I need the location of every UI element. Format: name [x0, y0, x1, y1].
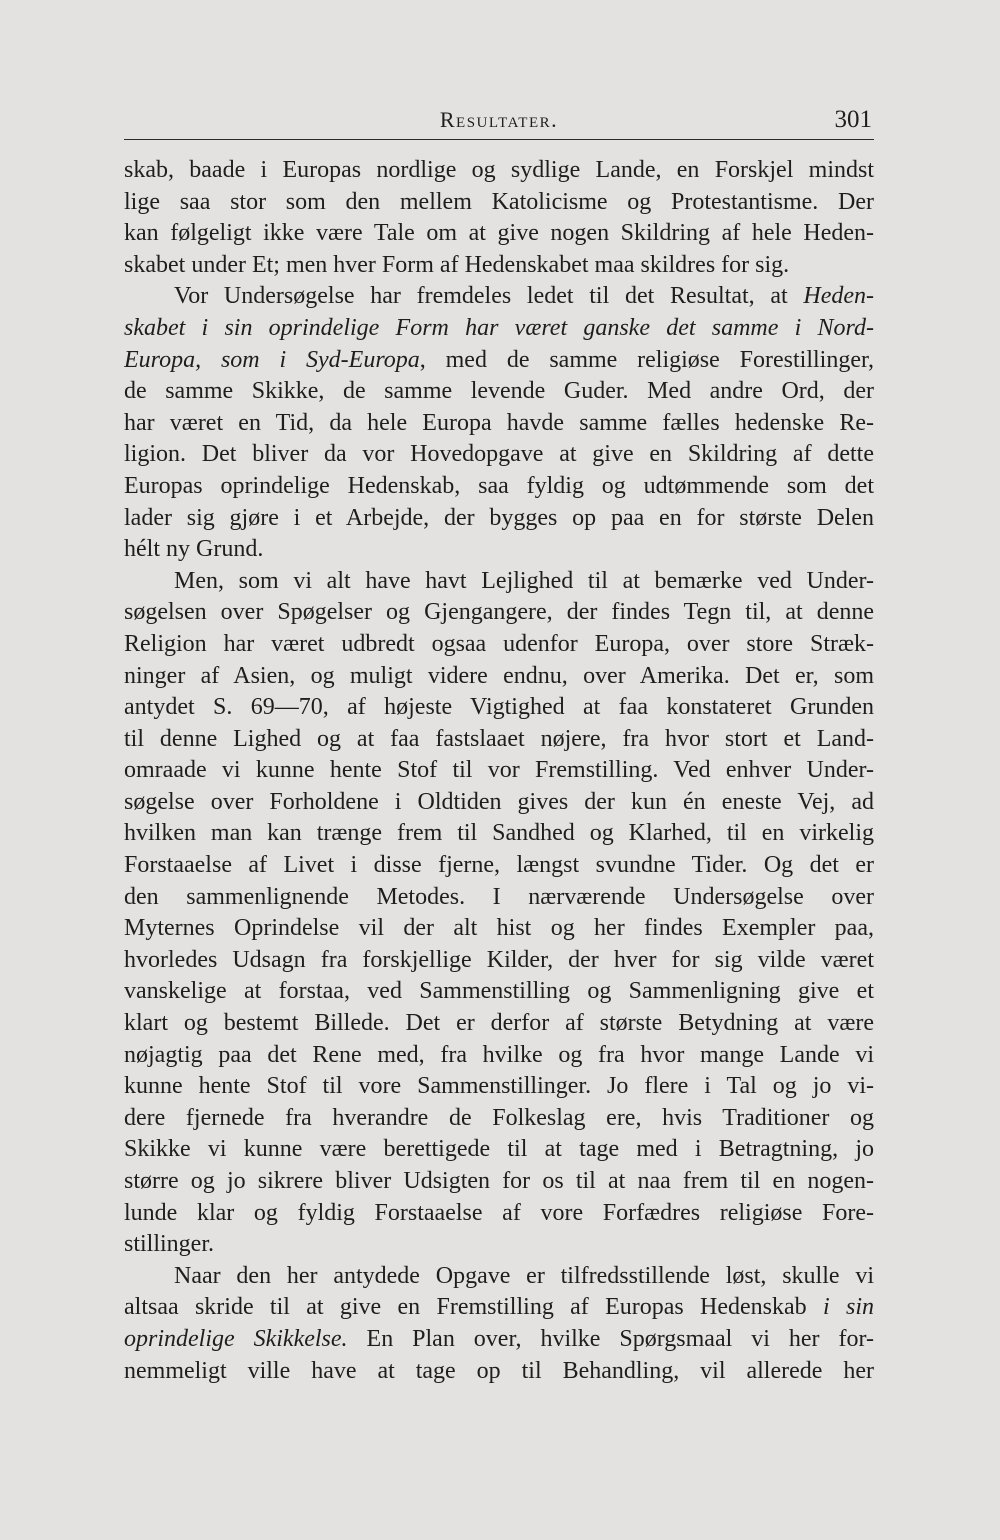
italic-run: Heden-	[803, 283, 874, 310]
text-line	[124, 471, 874, 503]
text-run: lader sig gjøre i et Arbejde, der bygges op paa en for største Delen	[124, 504, 874, 531]
text-run: søgelse over Forholdene i Oldtiden gives der kun én eneste Vej, ad	[124, 788, 874, 815]
text-line	[124, 692, 874, 724]
text-line	[124, 850, 874, 882]
page-number: 301	[834, 106, 872, 133]
text-line	[124, 818, 874, 850]
text-run: hvorledes Udsagn fra forskjellige Kilder, der hver for sig vilde været	[124, 946, 874, 973]
text-run: Myternes Oprindelse vil der alt hist og her findes Exempler paa,	[124, 915, 874, 942]
text-run: altsaa skride til at give en Fremstilling af Europas Hedenskab	[124, 1294, 823, 1321]
text-line	[124, 1008, 874, 1040]
text-line	[124, 218, 874, 250]
text-line	[124, 1261, 874, 1293]
text-run: Religion har været udbredt ogsaa udenfor Europa, over store Stræk-	[124, 630, 874, 657]
text-line	[124, 534, 874, 566]
text-run: Skikke vi kunne være berettigede til at tage med i Betragtning, jo	[124, 1136, 874, 1163]
text-line	[124, 155, 874, 187]
text-line	[124, 345, 874, 377]
text-line	[124, 976, 874, 1008]
running-head: Resultater.	[439, 107, 559, 132]
paragraph	[124, 155, 874, 281]
text-run: Men, som vi alt have havt Lejlighed til at bemærke ved Under-	[174, 567, 874, 594]
page-header	[124, 103, 874, 140]
text-line	[124, 787, 874, 819]
text-run: søgelsen over Spøgelser og Gjengangere, der findes Tegn til, at denne	[124, 599, 874, 626]
text-run: Naar den her antydede Opgave er tilfredsstillende løst, skulle vi	[174, 1262, 874, 1289]
italic-run: skabet i sin oprindelige Form har været ganske det samme i Nord-	[124, 314, 874, 341]
text-run: hvilken man kan trænge frem til Sandhed og Klarhed, til en virkelig	[124, 820, 874, 847]
text-run: Forstaaelse af Livet i disse fjerne, længst svundne Tider. Og det er	[124, 852, 874, 879]
text-run: En Plan over, hvilke Spørgsmaal vi her for-	[347, 1325, 874, 1352]
text-line	[124, 597, 874, 629]
text-run: ninger af Asien, og muligt videre endnu, over Amerika. Det er, som	[124, 662, 874, 689]
text-run: kunne hente Stof til vore Sammenstillinger. Jo flere i Tal og jo vi-	[124, 1073, 874, 1100]
text-line	[124, 1134, 874, 1166]
text-line	[124, 187, 874, 219]
text-line	[124, 755, 874, 787]
body-text	[124, 155, 874, 1387]
text-line	[124, 882, 874, 914]
text-line	[124, 629, 874, 661]
text-line	[124, 1071, 874, 1103]
text-line	[124, 566, 874, 598]
text-line	[124, 661, 874, 693]
text-run: Europas oprindelige Hedenskab, saa fyldig og udtømmende som det	[124, 472, 874, 499]
text-run: hélt ny Grund.	[124, 536, 264, 563]
text-line	[124, 1103, 874, 1135]
text-run: Vor Undersøgelse har fremdeles ledet til det Resultat, at	[174, 283, 804, 310]
text-run: nøjagtig paa det Rene med, fra hvilke og fra hvor mange Lande vi	[124, 1041, 874, 1068]
paragraph	[124, 1261, 874, 1387]
text-run: større og jo sikrere bliver Udsigten for os til at naa frem til en nogen-	[124, 1168, 874, 1194]
text-line	[124, 1324, 874, 1356]
text-line	[124, 1166, 874, 1198]
text-run: nemmeligt ville have at tage op til Behandling, vil allerede her	[124, 1357, 874, 1384]
paragraph	[124, 281, 874, 565]
text-run: omraade vi kunne hente Stof til vor Fremstilling. Ved enhver Under-	[124, 757, 874, 784]
text-run: stillinger.	[124, 1231, 214, 1258]
text-line	[124, 376, 874, 408]
text-line	[124, 250, 874, 282]
text-line	[124, 913, 874, 945]
text-run: dere fjernede fra hverandre de Folkeslag ere, hvis Traditioner og	[124, 1104, 874, 1131]
text-line	[124, 1356, 874, 1388]
paragraph	[124, 566, 874, 1261]
text-run: lunde klar og fyldig Forstaaelse af vore Forfædres religiøse Fore-	[124, 1199, 874, 1226]
text-run: vanskelige at forstaa, ved Sammenstilling og Sammenligning give et	[124, 978, 874, 1005]
text-run: , med de samme religiøse Forestillinger,	[419, 346, 874, 373]
text-line	[124, 281, 874, 313]
text-run: har været en Tid, da hele Europa havde samme fælles hedenske Re-	[124, 409, 874, 436]
text-run: de samme Skikke, de samme levende Guder. Med andre Ord, der	[124, 378, 874, 405]
text-run: skabet under Et; men hver Form af Hedenskabet maa skildres for sig.	[124, 251, 790, 278]
text-line	[124, 724, 874, 756]
text-run: klart og bestemt Billede. Det er derfor af største Betydning at være	[124, 1010, 874, 1037]
text-run: skab, baade i Europas nordlige og sydlige Lande, en Forskjel mindst	[124, 157, 874, 183]
italic-run: Europa, som i Syd-Europa	[124, 346, 420, 373]
text-line	[124, 945, 874, 977]
italic-run: oprindelige Skikkelse.	[124, 1325, 348, 1352]
text-line	[124, 1229, 874, 1261]
italic-run: i sin	[823, 1294, 874, 1321]
text-line	[124, 439, 874, 471]
text-run: den sammenlignende Metodes. I nærværende Undersøgelse over	[124, 883, 874, 910]
text-line	[124, 1040, 874, 1072]
text-run: antydet S. 69—70, af højeste Vigtighed at faa konstateret Grunden	[124, 694, 874, 721]
text-run: lige saa stor som den mellem Katolicisme og Protestantisme. Der	[124, 188, 874, 215]
text-line	[124, 1198, 874, 1230]
text-run: kan følgeligt ikke være Tale om at give nogen Skildring af hele Heden-	[124, 220, 874, 247]
text-line	[124, 313, 874, 345]
text-line	[124, 503, 874, 535]
text-line	[124, 408, 874, 440]
text-line	[124, 1292, 874, 1324]
text-run: ligion. Det bliver da vor Hovedopgave at give en Skildring af dette	[124, 441, 874, 468]
text-run: til denne Lighed og at faa fastslaaet nøjere, fra hvor stort et Land-	[124, 725, 874, 752]
